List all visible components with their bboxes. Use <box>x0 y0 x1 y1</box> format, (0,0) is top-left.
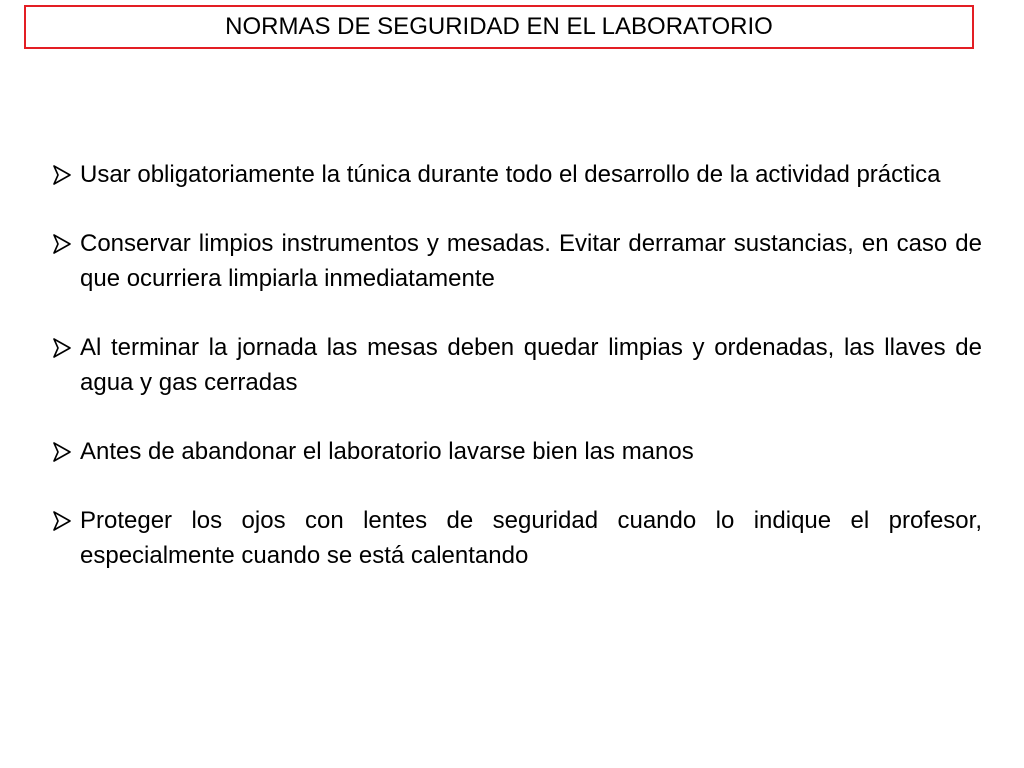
rule-text: Proteger los ojos con lentes de seguridad cuando lo indique el profesor, especialmente cuando se está calentando <box>80 507 982 569</box>
arrow-bullet-icon <box>52 442 72 462</box>
page-title: NORMAS DE SEGURIDAD EN EL LABORATORIO <box>225 13 773 40</box>
title-box <box>24 5 974 49</box>
arrow-bullet-icon <box>52 511 72 531</box>
rule-text: Antes de abandonar el laboratorio lavarse bien las manos <box>80 438 694 465</box>
rule-text: Al terminar la jornada las mesas deben quedar limpias y ordenadas, las llaves de agua y gas cerradas <box>80 334 982 396</box>
list-item <box>52 226 982 296</box>
arrow-bullet-icon <box>52 338 72 358</box>
list-item <box>52 330 982 400</box>
list-item <box>52 157 982 192</box>
list-item <box>52 503 982 573</box>
arrow-bullet-icon <box>52 234 72 254</box>
safety-rules-list <box>52 157 982 573</box>
arrow-bullet-icon <box>52 165 72 185</box>
rule-text: Usar obligatoriamente la túnica durante todo el desarrollo de la actividad práctica <box>80 161 941 188</box>
rule-text: Conservar limpios instrumentos y mesadas. Evitar derramar sustancias, en caso de que ocurriera limpiarla inmediatamente <box>80 230 982 292</box>
list-item <box>52 434 982 469</box>
